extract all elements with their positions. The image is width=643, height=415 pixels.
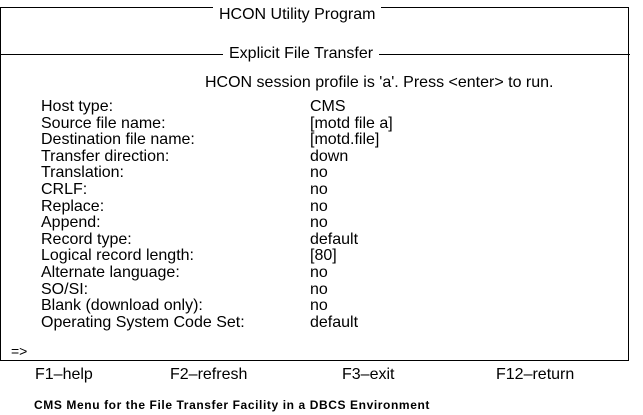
field-row-record-type [41,232,461,249]
field-value[interactable]: no [310,297,328,315]
field-label: Source file name: [41,114,166,132]
field-row-os-code-set [41,315,461,332]
field-value[interactable]: [motd file a] [310,114,393,132]
field-label: CRLF: [41,180,88,198]
field-label: Record type: [41,230,132,248]
field-value[interactable]: down [310,147,349,165]
field-value[interactable]: default [310,230,359,248]
field-value[interactable]: [80] [310,247,337,265]
field-row-blank [41,298,461,315]
field-row-append [41,215,461,232]
field-label: Translation: [41,164,124,182]
field-value[interactable]: no [310,180,328,198]
field-label: Host type: [41,98,114,115]
field-row-transfer-direction [41,149,461,166]
utility-window [0,7,629,361]
f2-refresh-key[interactable]: F2–refresh [170,366,248,383]
function-key-bar [0,366,643,384]
field-row-logical-record-length [41,248,461,265]
field-label: Append: [41,214,101,232]
field-row-destination-file-name [41,132,461,149]
field-label: Blank (download only): [41,297,203,315]
field-value[interactable]: no [310,214,328,232]
field-row-source-file-name [41,116,461,133]
field-value[interactable]: CMS [310,98,346,115]
field-row-alternate-language [41,265,461,282]
field-label: Replace: [41,197,105,215]
window-title: HCON Utility Program [213,7,381,23]
field-value[interactable]: no [310,263,328,281]
field-value[interactable]: no [310,164,328,182]
field-list [41,99,461,331]
f12-return-key[interactable]: F12–return [496,366,575,383]
f1-help-key[interactable]: F1–help [35,366,93,383]
field-label: Destination file name: [41,131,195,149]
field-label: SO/SI: [41,280,89,298]
field-value[interactable]: no [310,280,328,298]
field-label: Operating System Code Set: [41,313,245,331]
field-value[interactable]: no [310,197,328,215]
panel-title: Explicit File Transfer [223,46,379,62]
field-row-so-si [41,282,461,299]
field-row-crlf [41,182,461,199]
field-value[interactable]: [motd.file] [310,131,380,149]
field-row-replace [41,199,461,216]
field-label: Logical record length: [41,247,194,265]
figure-caption: CMS Menu for the File Transfer Facility in a DBCS Environment [34,398,430,412]
field-label: Alternate language: [41,263,180,281]
command-prompt[interactable]: => [11,343,28,359]
profile-message: HCON session profile is 'a'. Press <enter> to run. [205,74,554,91]
field-label: Transfer direction: [41,147,170,165]
f3-exit-key[interactable]: F3–exit [342,366,395,383]
field-row-host-type [41,99,461,116]
field-row-translation [41,165,461,182]
field-value[interactable]: default [310,313,359,331]
